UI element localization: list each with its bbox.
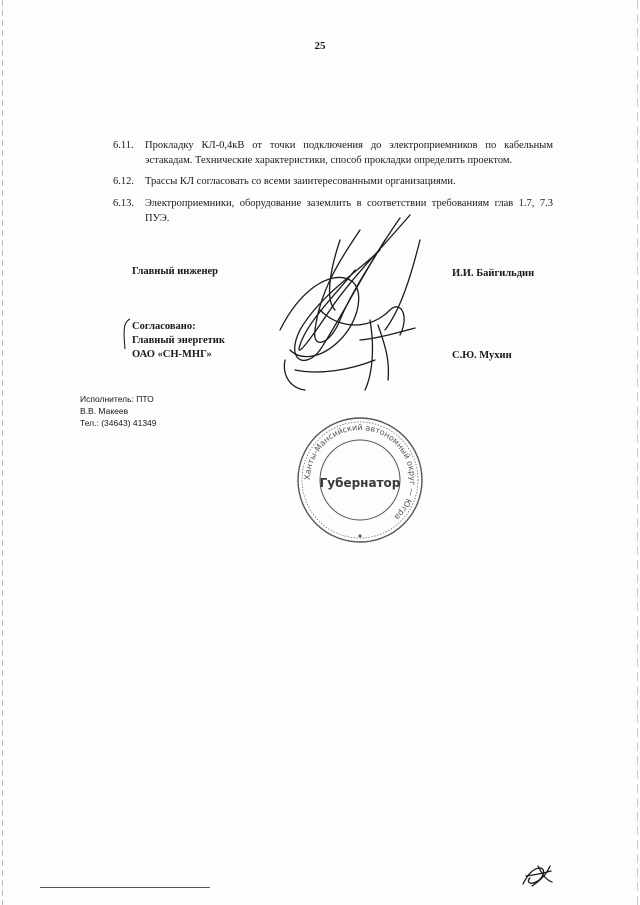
executor-line: Исполнитель: ПТО xyxy=(80,394,154,404)
handwritten-signature xyxy=(260,210,440,400)
scan-edge-right xyxy=(637,0,638,905)
item-text: Электроприемники, оборудование заземлить в соответствии требованиям глав 1.7, 7.3 ПУЭ. xyxy=(145,198,553,224)
executor-phone: Тел.: (34643) 41349 xyxy=(80,418,157,428)
page-number: 25 xyxy=(314,40,326,52)
stamp-center-text: Губернатор xyxy=(319,476,401,490)
bracket-mark xyxy=(122,318,132,350)
item-number: 6.13. xyxy=(113,198,134,209)
chief-engineer-title: Главный инженер xyxy=(132,266,219,277)
agreed-org: ОАО «СН-МНГ» xyxy=(132,349,212,360)
list-item-6-11 xyxy=(113,138,553,168)
list-item-6-12 xyxy=(113,174,553,189)
handwritten-initials xyxy=(520,862,554,888)
agreed-label: Согласовано: xyxy=(132,321,196,332)
chief-engineer-name: И.И. Байгильдин xyxy=(452,268,535,279)
agreed-block xyxy=(132,320,225,362)
executor-block xyxy=(80,393,157,429)
item-number: 6.12. xyxy=(113,176,134,187)
footer-rule xyxy=(40,887,210,888)
agreed-position: Главный энергетик xyxy=(132,335,225,346)
item-text: Трассы КЛ согласовать со всеми заинтересованными организациями. xyxy=(145,176,456,187)
official-stamp xyxy=(295,415,425,545)
scan-edge-left xyxy=(2,0,3,905)
item-number: 6.11. xyxy=(113,140,134,151)
executor-name: В.В. Макеев xyxy=(80,406,129,416)
item-text: Прокладку КЛ-0,4кВ от точки подключения до электроприемников по кабельным эстакадам. Технические характеристики, способ прокладки определить проектом. xyxy=(145,140,553,166)
energy-engineer-name: С.Ю. Мухин xyxy=(452,350,512,361)
stamp-ring-text: Ханты-Мансийский автономный округ — Югра xyxy=(302,422,418,522)
